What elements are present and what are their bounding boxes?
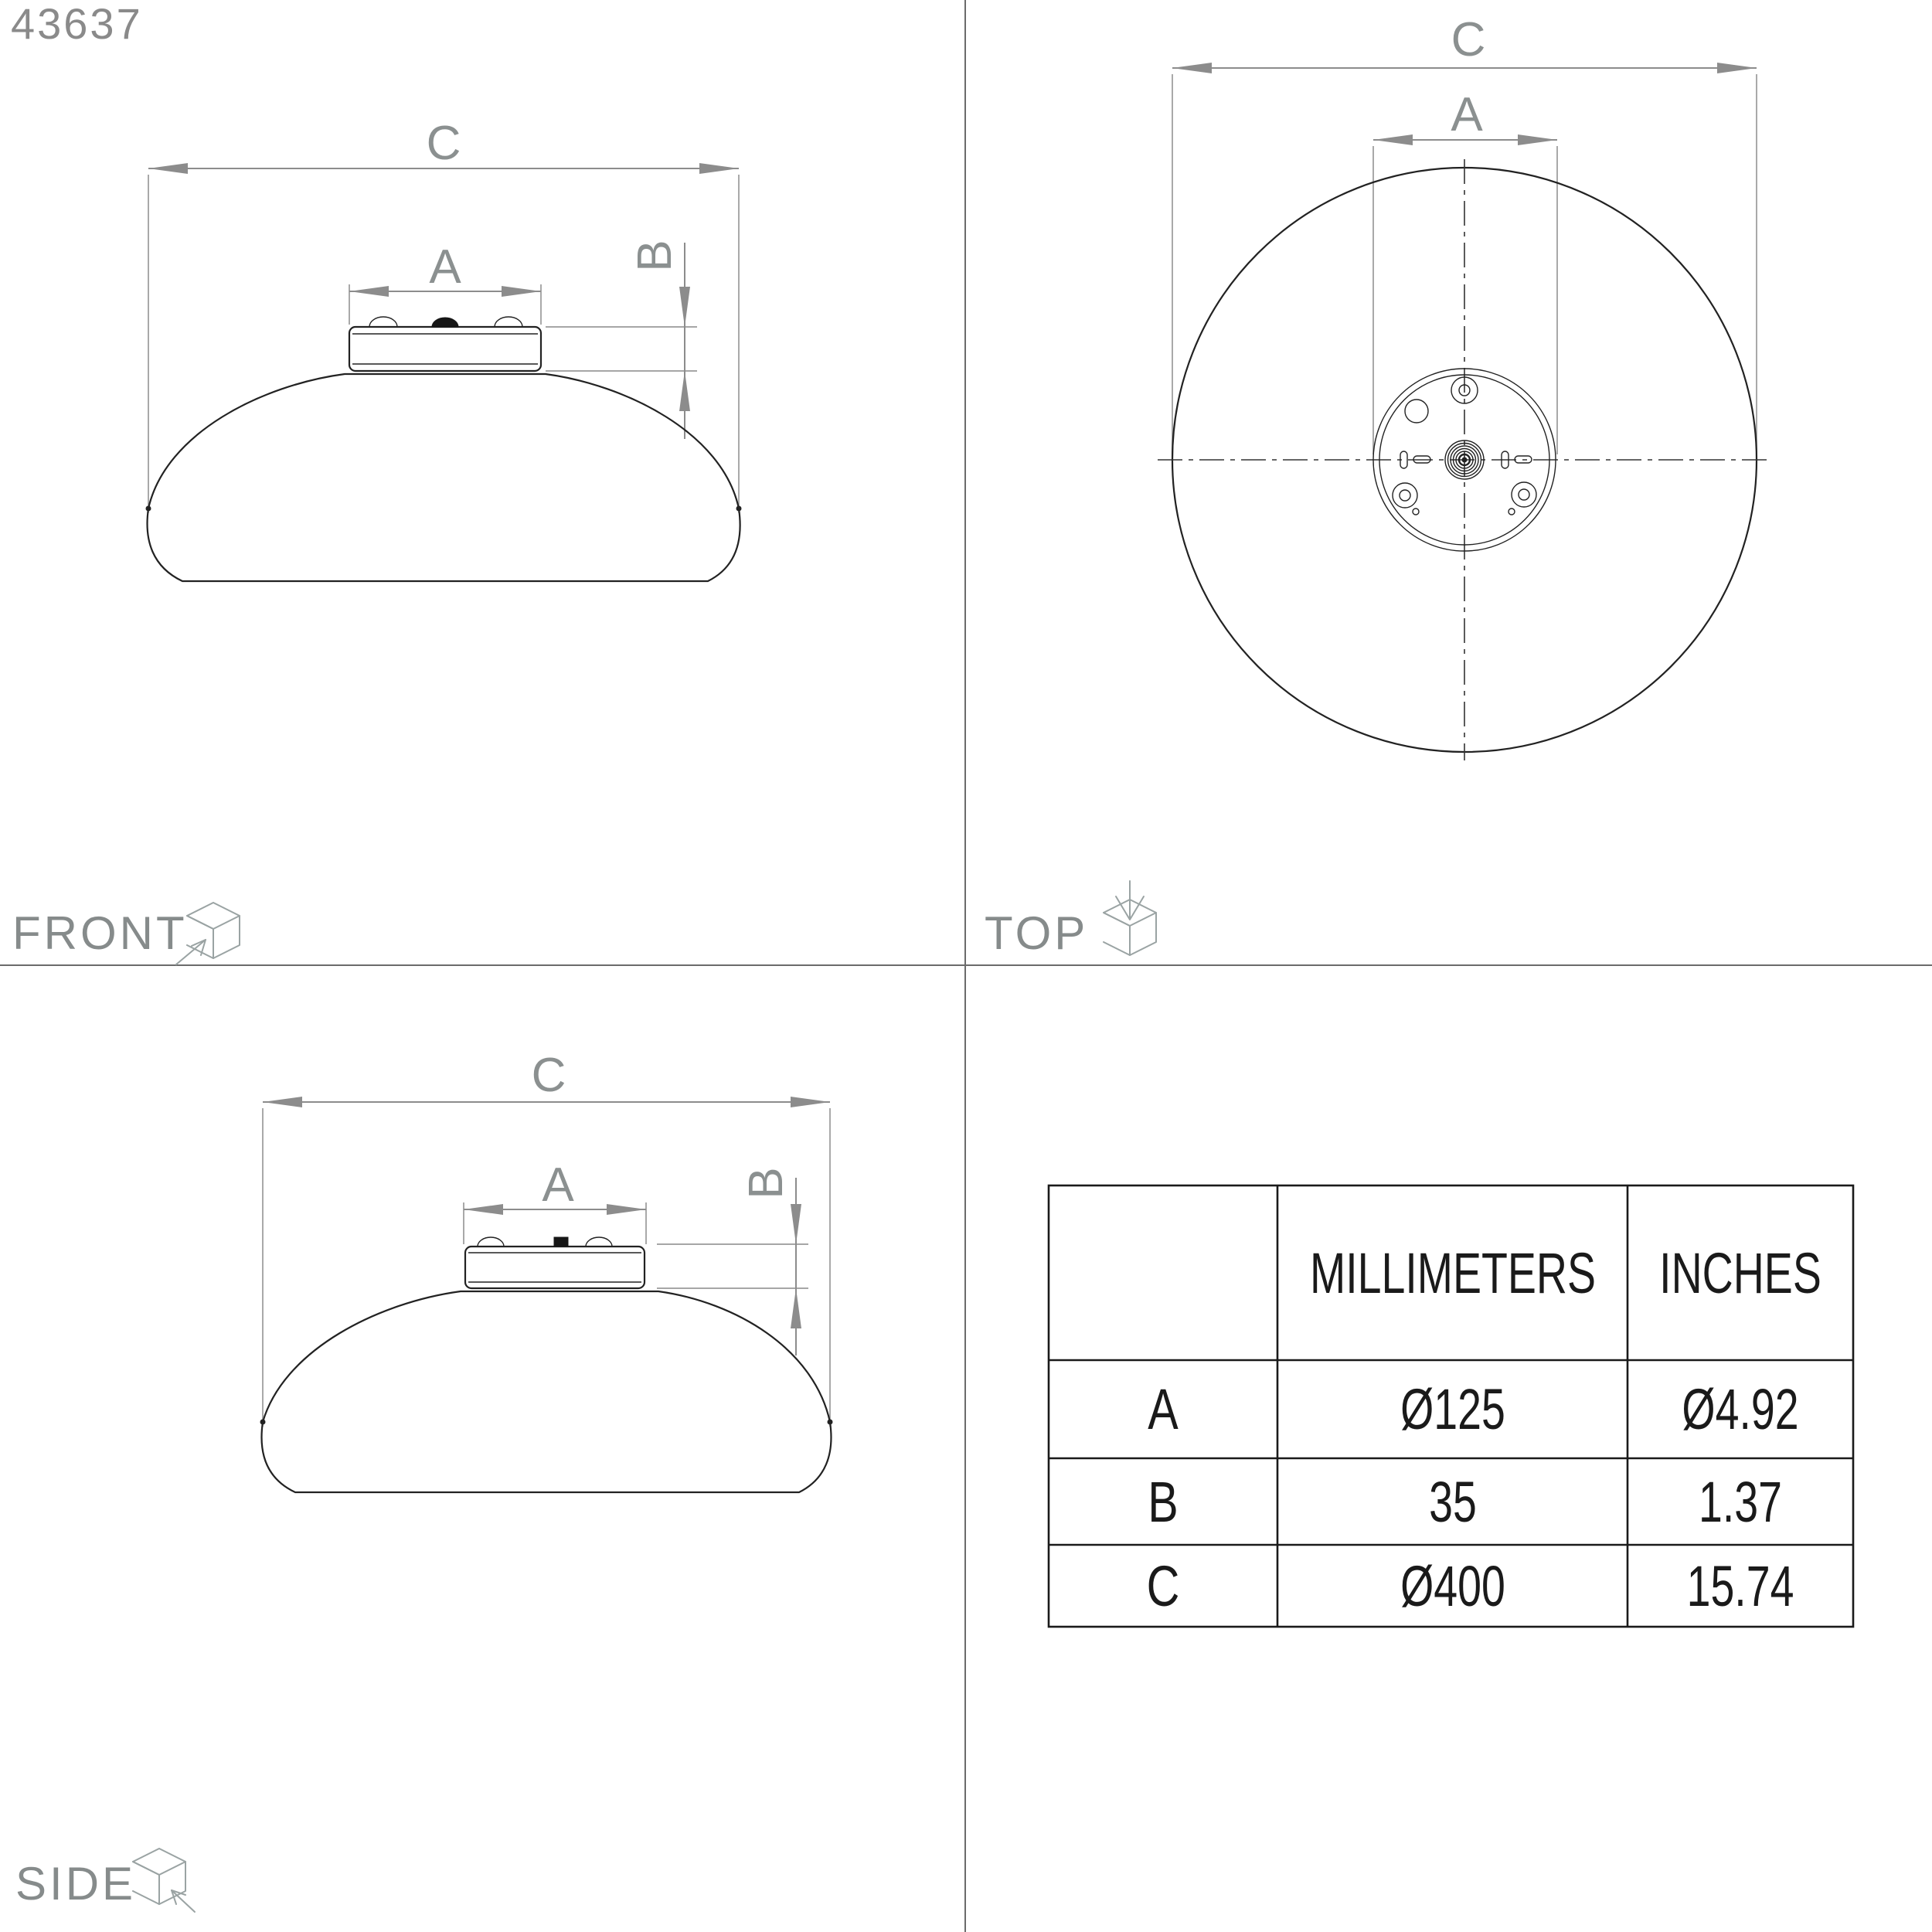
table-row	[1148, 1377, 1798, 1441]
row-key: C	[1146, 1554, 1180, 1619]
dim-label-c: C	[426, 117, 461, 170]
tangent-dot	[736, 506, 742, 512]
screw-bump-filled	[554, 1237, 568, 1247]
side-lamp-drawing	[260, 1237, 833, 1492]
dim-label-a: A	[429, 240, 461, 294]
tangent-dot	[828, 1420, 833, 1425]
front-dimension-c	[148, 117, 739, 513]
top-view-label: TOP	[985, 907, 1089, 959]
plain-hole	[1405, 400, 1428, 423]
arrowhead	[679, 371, 690, 411]
pin-hole	[1413, 509, 1419, 515]
front-lamp-drawing	[146, 317, 742, 581]
dim-label-b: B	[628, 240, 682, 272]
lamp-dome-outline	[262, 1291, 832, 1492]
front-view	[12, 117, 742, 964]
top-lamp-drawing	[1158, 159, 1771, 760]
dim-label-a: A	[542, 1158, 574, 1212]
top-dimension-a	[1373, 88, 1557, 454]
row-key: B	[1148, 1470, 1179, 1535]
side-dimension-c	[263, 1049, 830, 1427]
screw-bump	[586, 1237, 612, 1247]
row-mm-value: 35	[1429, 1470, 1477, 1534]
dim-label-c: C	[531, 1049, 566, 1102]
screw-hole-center	[1519, 489, 1529, 500]
table-header-inches: INCHES	[1659, 1241, 1821, 1305]
side-view	[15, 1049, 833, 1912]
row-in-value: Ø4.92	[1682, 1377, 1799, 1441]
row-in-value: 15.74	[1686, 1554, 1794, 1618]
product-code: 43637	[11, 0, 143, 48]
dimension-table	[1049, 1185, 1853, 1627]
front-dimension-b	[546, 240, 697, 439]
arrowhead	[791, 1288, 801, 1328]
arrowhead	[679, 287, 690, 327]
cube-side-arrow-icon	[133, 1849, 195, 1912]
cable-gland-rings	[1445, 440, 1484, 479]
dim-label-b: B	[740, 1167, 793, 1199]
row-in-value: 1.37	[1698, 1470, 1783, 1534]
side-view-label: SIDE	[15, 1858, 137, 1910]
cube-top-arrow-icon	[1104, 881, 1156, 955]
dim-label-a: A	[1451, 88, 1483, 141]
table-row	[1147, 1554, 1794, 1618]
screw-bump-filled	[432, 318, 458, 327]
tangent-dot	[260, 1420, 266, 1425]
row-mm-value: Ø400	[1400, 1554, 1505, 1618]
lamp-dome-outline	[148, 374, 740, 581]
side-dimension-a	[464, 1158, 646, 1244]
row-mm-value: Ø125	[1400, 1377, 1505, 1441]
screw-bump	[369, 317, 397, 327]
front-view-label: FRONT	[12, 907, 188, 959]
row-key: A	[1148, 1377, 1179, 1442]
table-row	[1148, 1470, 1782, 1534]
screw-hole-center	[1400, 490, 1410, 501]
gland-center	[1462, 457, 1468, 463]
tangent-dot	[146, 506, 151, 512]
screw-hole	[1393, 483, 1417, 508]
table-header-millimeters: MILLIMETERS	[1310, 1241, 1596, 1305]
front-dimension-a	[349, 240, 541, 325]
screw-bump	[495, 317, 522, 327]
screw-bump	[478, 1237, 504, 1247]
screw-hole	[1512, 482, 1536, 507]
pin-hole	[1509, 509, 1515, 515]
arrowhead	[791, 1204, 801, 1244]
side-dimension-b	[657, 1167, 808, 1355]
dim-label-c: C	[1451, 13, 1486, 66]
top-view	[985, 13, 1771, 959]
